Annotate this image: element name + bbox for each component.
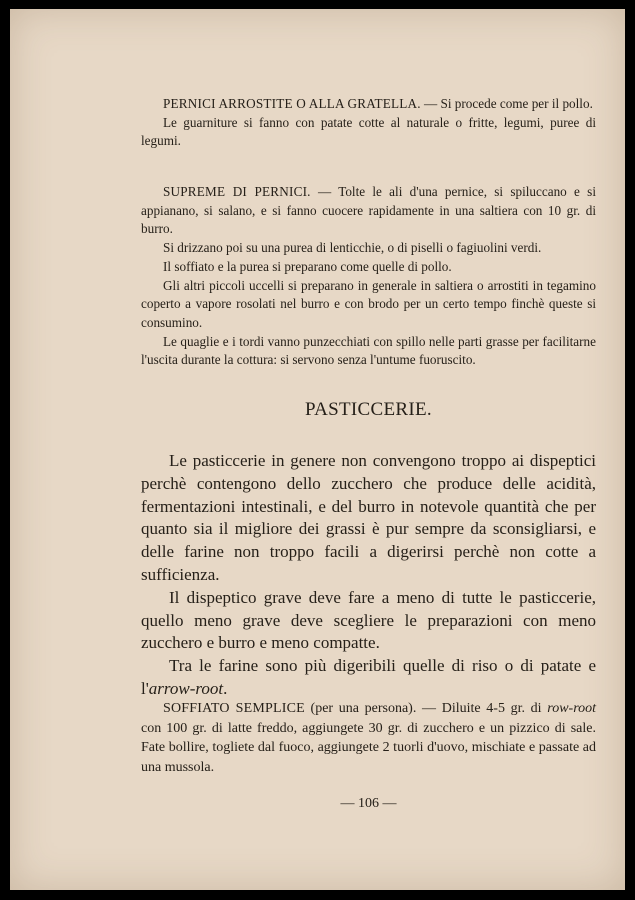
paragraph: Gli altri piccoli uccelli si preparano in generale in saltiera o arrostiti in tegamino coperto a vapore rosolati nel burro e con brodo per un certo tempo finchè queste si consumino. <box>141 277 596 330</box>
recipe-text: — Tolte le ali d'una pernice, si spiluccano e si appianano, si salano, e si fanno cuocere rapidamente in una saltiera con 10 gr. di burro. <box>141 184 596 237</box>
book-page <box>10 9 625 890</box>
paragraph: Le pasticcerie in genere non convengono troppo ai dispeptici perchè contengono dello zucchero che produce delle acidità, fermentazioni intestinali, e del burro in notevole quantità che per quanto sia il migliore dei grassi è pur sempre da sconsigliarsi, e delle farine non troppo facili a digerirsi perchè non cotte a sufficienza. <box>141 451 596 584</box>
paragraph: Le guarniture si fanno con patate cotte al naturale o fritte, legumi, puree di legumi. <box>141 114 596 149</box>
section-pasticcerie <box>141 450 596 701</box>
italic-term: row-root <box>547 701 597 716</box>
paragraph: Il dispeptico grave deve fare a meno di tutte le pasticcerie, quello meno grave deve scegliere le preparazioni con meno zucchero e burro e meno compatte. <box>141 587 596 653</box>
recipe-text: con 100 gr. di latte freddo, aggiungete 30 gr. di zucchero e un pizzico di sale. Fate bollire, togliete dal fuoco, aggiungete 2 tuorli d'uovo, mischiate e passate ad una mussola. <box>141 720 596 775</box>
paragraph <box>141 655 596 701</box>
section-heading: PASTICCERIE. <box>305 399 432 420</box>
section-pernici-arrostite <box>141 95 596 151</box>
paragraph: Si drizzano poi su una purea di lenticchie, o di piselli o fagiuolini verdi. <box>163 240 542 256</box>
recipe-text: — Si procede come per il pollo. <box>420 96 593 111</box>
paragraph <box>141 95 596 114</box>
section-supreme-di-pernici <box>141 183 596 370</box>
recipe-text: — Diluite 4-5 gr. di <box>416 701 548 716</box>
paragraph: Il soffiato e la purea si preparano come quelle di pollo. <box>163 258 452 274</box>
paragraph: Le quaglie e i tordi vanno punzecchiati con spillo nelle parti grasse per facilitarne l'uscita durante la cottura: si servono senza l'untume fuoruscito. <box>141 333 596 368</box>
recipe-title: PERNICI ARROSTITE O ALLA GRATELLA. <box>163 96 421 111</box>
paragraph <box>141 183 596 239</box>
recipe-title: SOFFIATO SEMPLICE <box>163 701 305 716</box>
page-number: — 106 — <box>340 796 397 811</box>
recipe-title: SUPREME DI PERNICI. <box>163 184 311 199</box>
text-run: . <box>223 678 228 698</box>
paragraph <box>141 699 596 777</box>
text-run: Tra le farine sono più digeribili quelle di riso o di patate e l' <box>141 656 596 698</box>
section-soffiato-semplice <box>141 699 596 777</box>
recipe-subtitle: (per una persona). <box>304 701 417 716</box>
italic-term: arrow-root <box>148 678 224 698</box>
